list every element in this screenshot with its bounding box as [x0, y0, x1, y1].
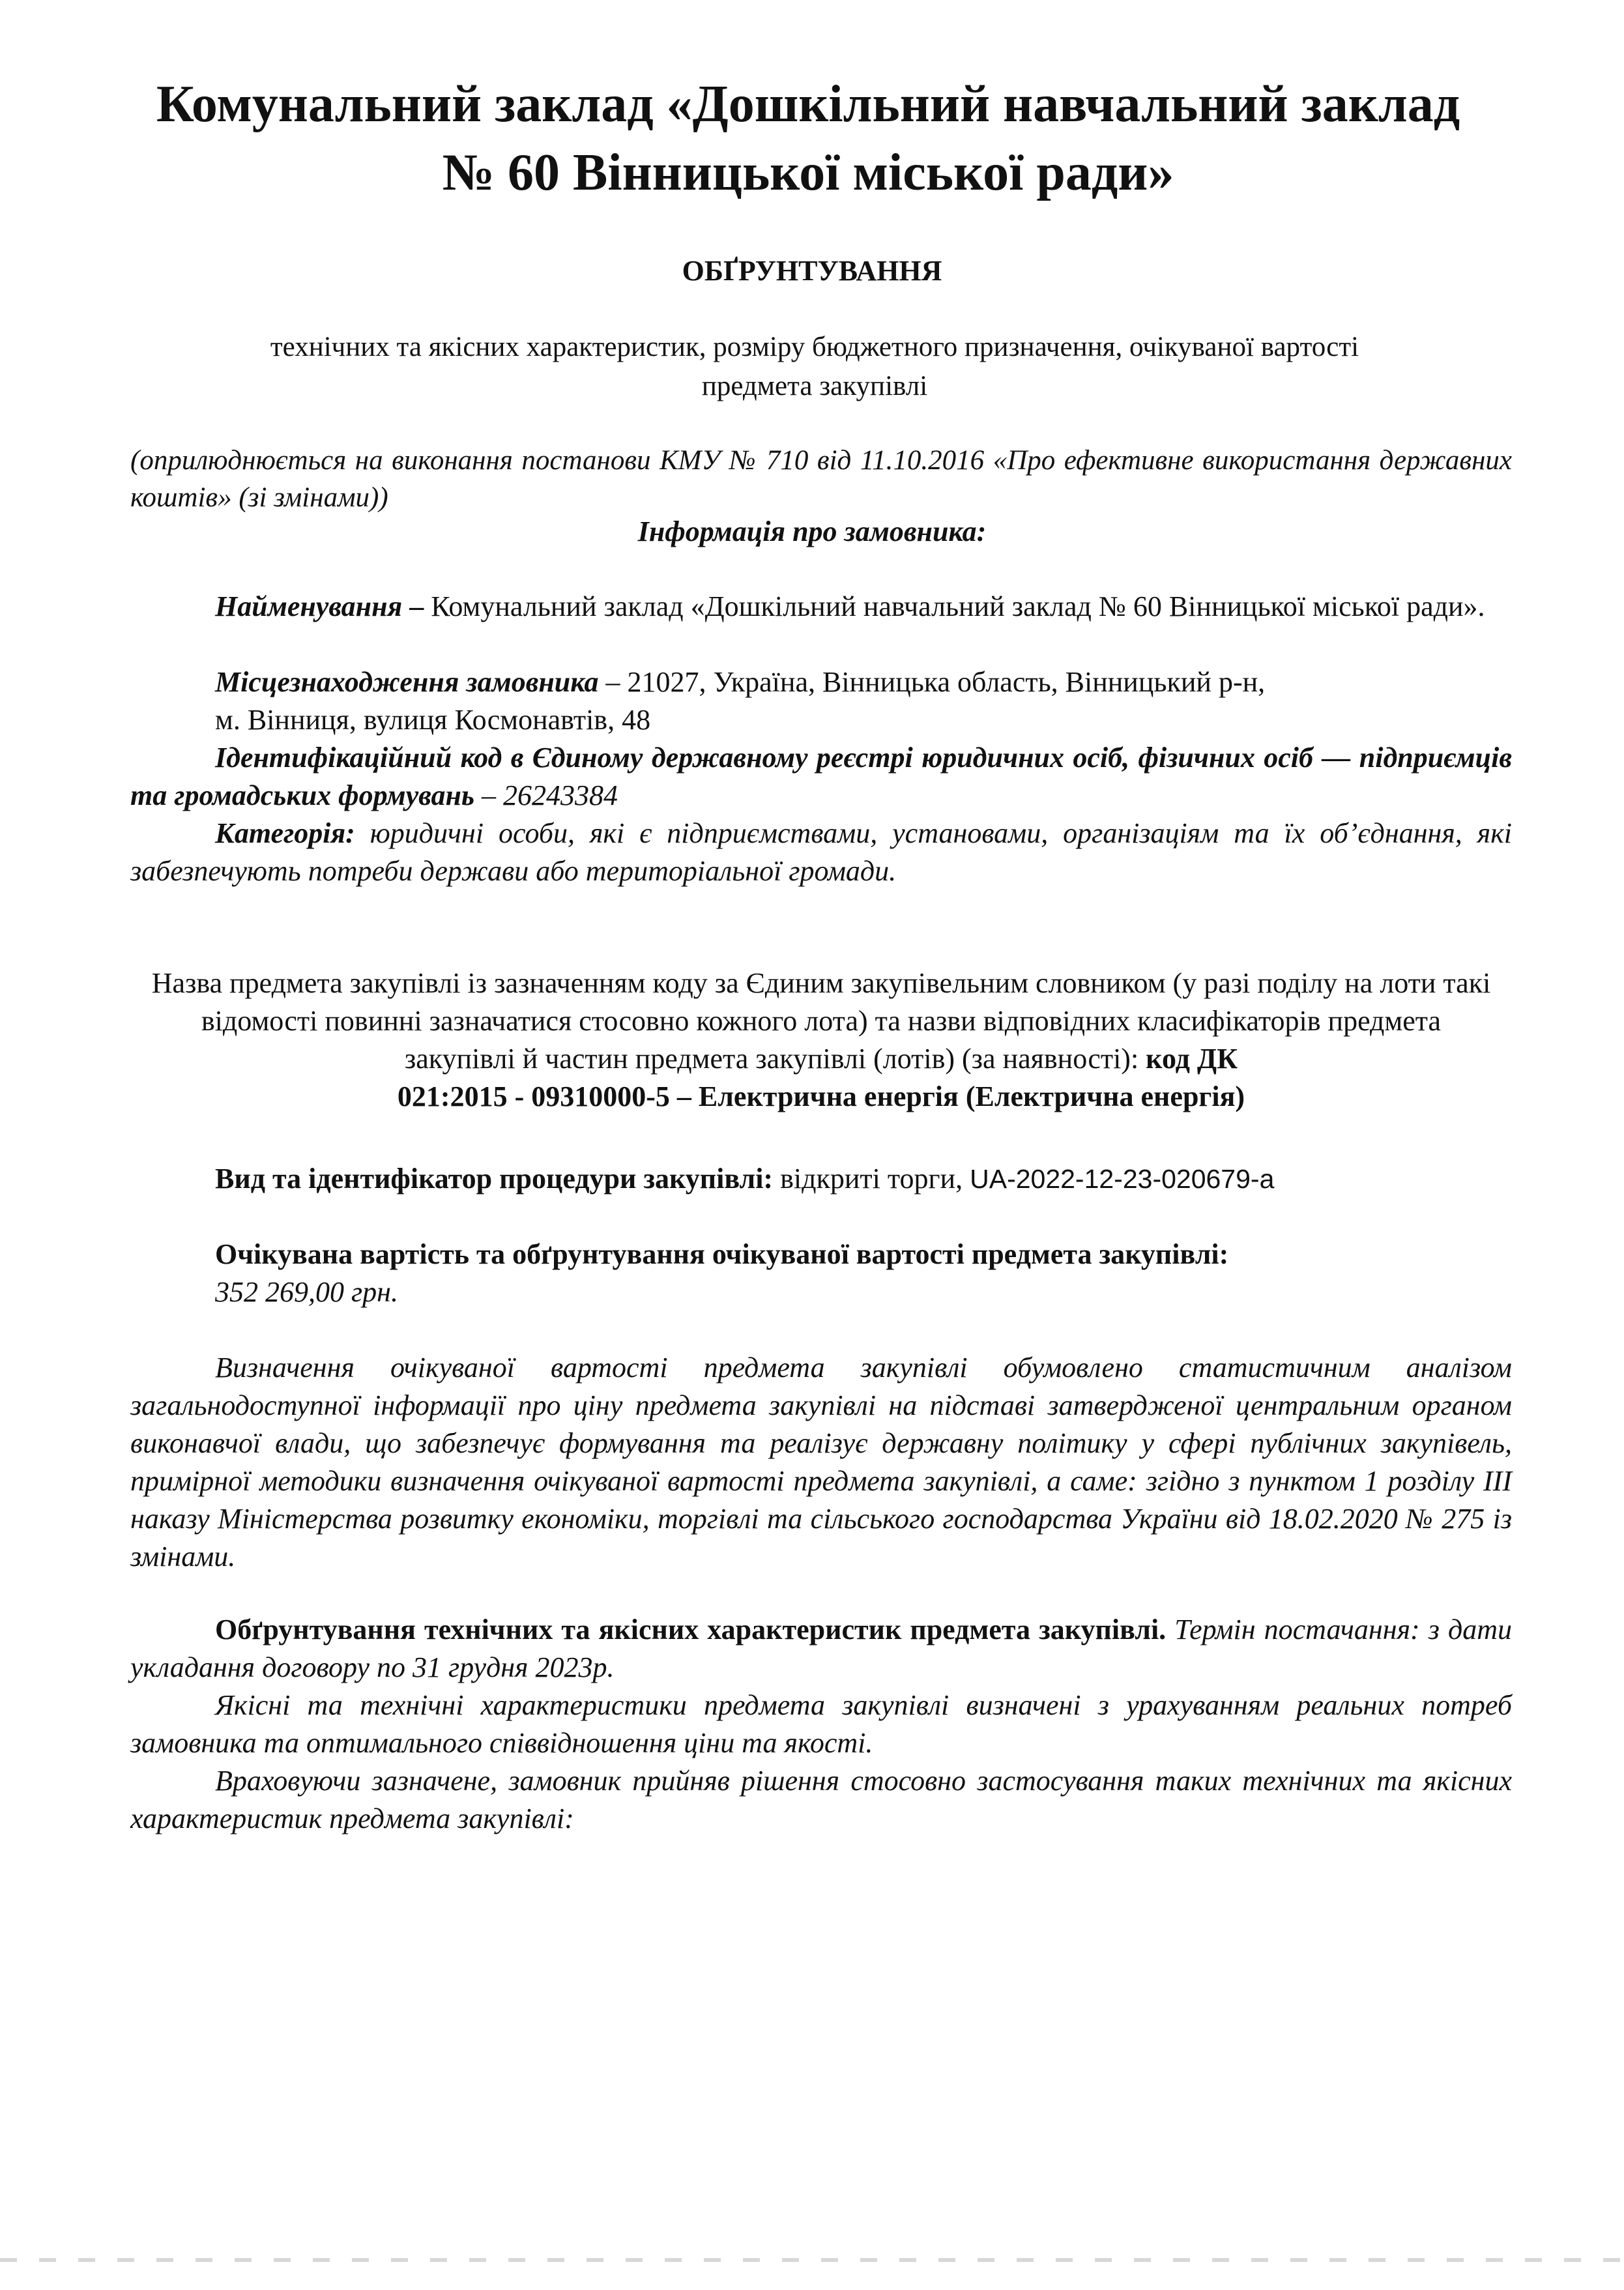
expected-cost-label: Очікувана вартість та обґрунтування очікуваної вартості предмета закупівлі:: [215, 1238, 1229, 1270]
expected-cost-value: 352 269,00 грн.: [215, 1276, 398, 1308]
decision-paragraph: Враховуючи зазначене, замовник прийняв рішення стосовно застосування таких технічних та якісних характеристик предмета закупівлі:: [130, 1765, 1512, 1834]
supply-term: Термін постачання: з дати укладання договору по 31 грудня 2023р.: [130, 1614, 1512, 1683]
customer-category: [130, 815, 1512, 890]
procedure-type: відкриті торги,: [773, 1163, 970, 1195]
customer-location-sep: –: [598, 666, 628, 698]
customer-info-heading: Інформація про замовника:: [637, 515, 987, 547]
customer-name-label: Найменування: [215, 590, 403, 622]
procurement-subject-text: Назва предмета закупівлі із зазначенням коду за Єдиним закупівельним словником (у разі поділу на лоти такі відомості повинні зазначатися стосовно кожного лота) та назви відповідних класифікаторів предмета закупівлі й частин предмета закупівлі (лотів) (за наявності):: [151, 967, 1491, 1075]
scan-edge-artifact: [0, 2258, 1624, 2262]
customer-id-value: – 26243384: [474, 779, 618, 811]
customer-name: [130, 588, 1512, 626]
customer-id-code: [130, 739, 1512, 815]
customer-name-sep: –: [402, 590, 431, 622]
quality-characteristics-paragraph: Якісні та технічні характеристики предмета закупівлі визначені з урахуванням реальних потреб замовника та оптимального співвідношення ціни та якості.: [130, 1689, 1512, 1759]
document-type-heading: ОБҐРУНТУВАННЯ: [682, 255, 942, 287]
procedure-info: [130, 1160, 1512, 1198]
title-line-2: № 60 Вінницької міської ради»: [442, 144, 1174, 201]
procurement-subject: [143, 964, 1499, 1116]
technical-label: Обґрунтування технічних та якісних характеристик предмета закупівлі.: [215, 1614, 1167, 1645]
customer-category-label: Категорія:: [215, 817, 355, 849]
customer-location-line-2: м. Вінниця, вулиця Космонавтів, 48: [215, 704, 651, 736]
subtitle-line-1: технічних та якісних характеристик, розміру бюджетного призначення, очікуваної вартості: [270, 332, 1359, 362]
publication-note: (оприлюднюється на виконання постанови КМУ № 710 від 11.10.2016 «Про ефективне використання державних коштів» (зі змінами)): [130, 445, 1512, 513]
customer-location: [130, 663, 1512, 739]
customer-category-value: юридичні особи, які є підприємствами, установами, організаціям та їх об’єднання, які забезпечують потреби держави або територіальної громади.: [130, 817, 1512, 887]
customer-location-line-1: 21027, Україна, Вінницька область, Вінницький р-н,: [627, 666, 1266, 698]
procedure-id: UA-2022-12-23-020679-a: [970, 1164, 1275, 1194]
customer-id-label: Ідентифікаційний код в Єдиному державному реєстрі юридичних осіб, фізичних осіб — підприємців та громадських формувань: [130, 742, 1512, 811]
page-title: [98, 70, 1518, 207]
customer-name-value: Комунальний заклад «Дошкільний навчальний заклад № 60 Вінницької міської ради».: [431, 590, 1485, 622]
expected-cost: [130, 1236, 1512, 1311]
expected-cost-justification: Визначення очікуваної вартості предмета закупівлі обумовлено статистичним аналізом загальнодоступної інформації про ціну предмета закупівлі на підставі затвердженої центральним органом виконавчої влади, що забезпечує формування та реалізує державну політику у сфері публічних закупівель, примірної методики визначення очікуваної вартості предмета закупівлі, а саме: згідно з пунктом 1 розділу ІІІ наказу Міністерства розвитку економіки, торгівлі та сільського господарства України від 18.02.2020 № 275 із змінами.: [130, 1352, 1512, 1573]
customer-location-label: Місцезнаходження замовника: [215, 666, 599, 698]
procedure-label: Вид та ідентифікатор процедури закупівлі:: [215, 1163, 774, 1195]
document-subtitle: [156, 328, 1473, 406]
subtitle-line-2: предмета закупівлі: [701, 371, 928, 401]
technical-justification: [130, 1611, 1512, 1687]
procurement-code-line-2: 021:2015 - 09310000-5 – Електрична енергія (Електрична енергія): [397, 1080, 1245, 1112]
title-line-1: Комунальний заклад «Дошкільний навчальний заклад: [156, 76, 1460, 133]
procurement-code-line-1: код ДК: [1146, 1043, 1238, 1075]
